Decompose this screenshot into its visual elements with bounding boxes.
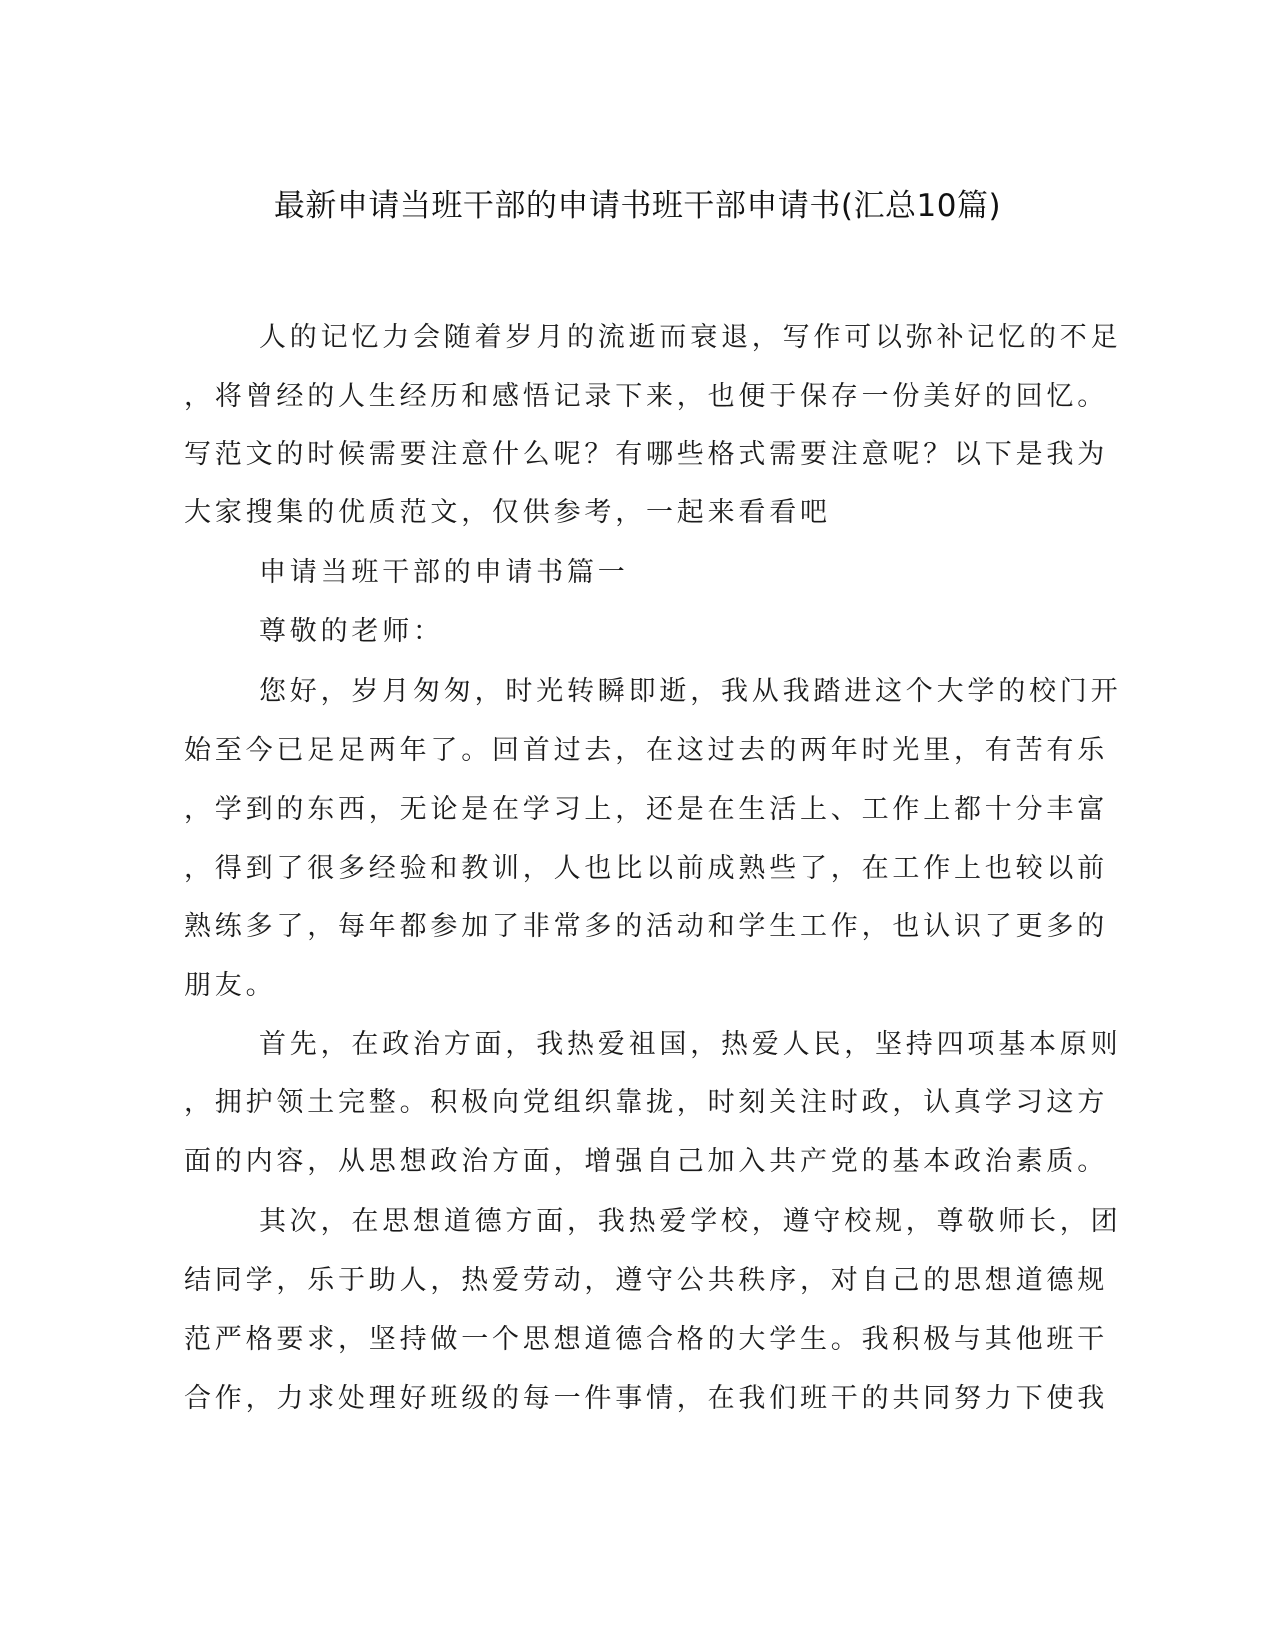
paragraph-line: 写范文的时候需要注意什么呢？有哪些格式需要注意呢？以下是我为 xyxy=(184,439,1108,470)
document-title: 最新申请当班干部的申请书班干部申请书(汇总10篇) xyxy=(273,188,1002,224)
paragraph-line: 人的记忆力会随着岁月的流逝而衰退，写作可以弥补记忆的不足 xyxy=(259,322,1122,353)
paragraph-line: 范严格要求，坚持做一个思想道德合格的大学生。我积极与其他班干 xyxy=(184,1324,1108,1355)
paragraph-line: 始至今已足足两年了。回首过去，在这过去的两年时光里，有苦有乐 xyxy=(184,735,1108,766)
paragraph-line: 合作，力求处理好班级的每一件事情，在我们班干的共同努力下使我 xyxy=(184,1383,1108,1414)
paragraph-line: 结同学，乐于助人，热爱劳动，遵守公共秩序，对自己的思想道德规 xyxy=(184,1265,1108,1296)
paragraph-line: ，将曾经的人生经历和感悟记录下来，也便于保存一份美好的回忆。 xyxy=(184,381,1108,412)
paragraph-line: 其次，在思想道德方面，我热爱学校，遵守校规，尊敬师长，团 xyxy=(259,1206,1122,1237)
section-heading: 申请当班干部的申请书篇一 xyxy=(259,557,629,588)
paragraph-line: ，学到的东西，无论是在学习上，还是在生活上、工作上都十分丰富 xyxy=(184,794,1108,825)
paragraph-line: 熟练多了，每年都参加了非常多的活动和学生工作，也认识了更多的 xyxy=(184,911,1108,942)
paragraph-line: ，得到了很多经验和教训，人也比以前成熟些了，在工作上也较以前 xyxy=(184,853,1108,884)
salutation: 尊敬的老师： xyxy=(259,616,444,647)
paragraph-line: 您好，岁月匆匆，时光转瞬即逝，我从我踏进这个大学的校门开 xyxy=(259,676,1122,707)
paragraph-line: 朋友。 xyxy=(184,970,277,1001)
paragraph-line: 面的内容，从思想政治方面，增强自己加入共产党的基本政治素质。 xyxy=(184,1146,1108,1177)
paragraph-line: 首先，在政治方面，我热爱祖国，热爱人民，坚持四项基本原则 xyxy=(259,1029,1122,1060)
paragraph-line: ，拥护领土完整。积极向党组织靠拢，时刻关注时政，认真学习这方 xyxy=(184,1087,1108,1118)
paragraph-line: 大家搜集的优质范文，仅供参考，一起来看看吧 xyxy=(184,497,831,528)
